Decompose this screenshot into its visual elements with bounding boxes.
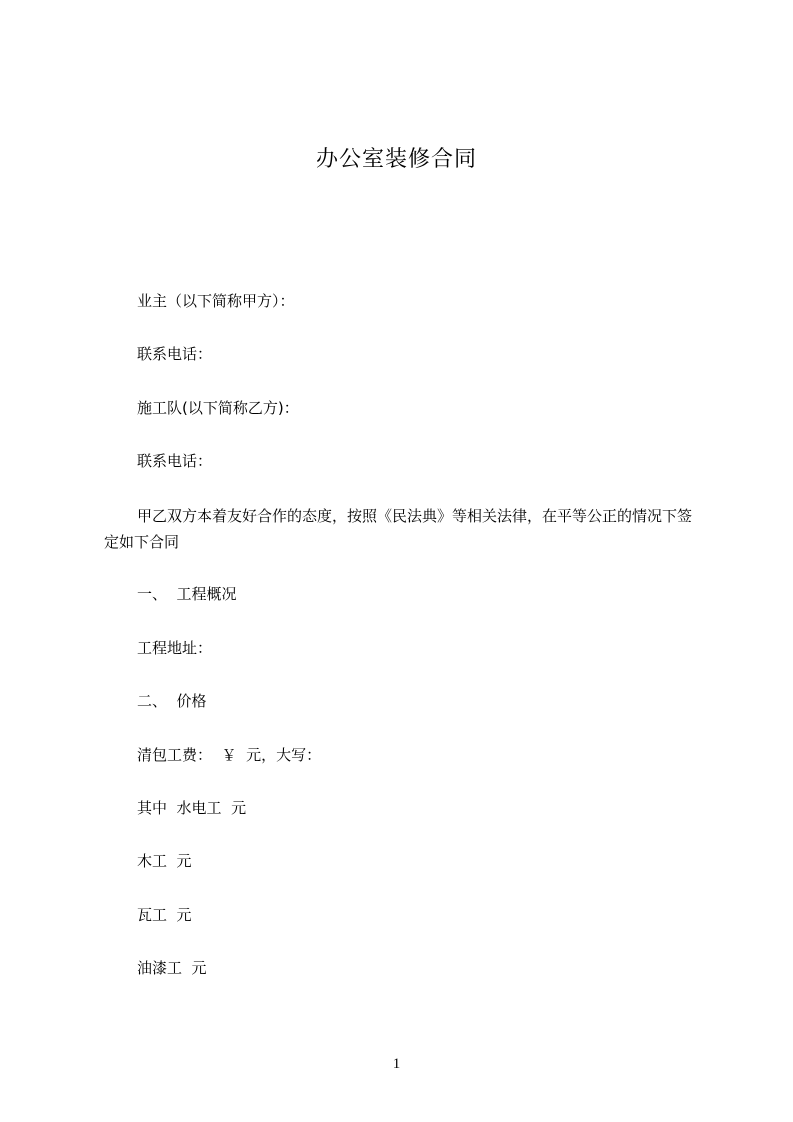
tiling-line: 瓦工 元 [137,906,192,924]
contractor-phone-line: 联系电话： [137,452,213,470]
project-address-line: 工程地址： [137,639,213,657]
intro-paragraph-text: 甲乙双方本着友好合作的态度，按照《民法典》等相关法律，在平等公正的情况下签定如下合同 [104,507,693,551]
document-title: 办公室装修合同 [315,147,477,172]
carpentry-line: 木工 元 [137,852,192,870]
owner-line: 业主（以下简称甲方）： [137,292,295,310]
page-number: 1 [392,1056,401,1072]
plumbing-electrical-line: 其中 水电工 元 [137,799,247,817]
painting-line: 油漆工 元 [137,959,207,977]
intro-paragraph [104,503,704,555]
labor-fee-line: 清包工费： ￥ 元，大写： [137,746,322,764]
section1-heading: 一、 工程概况 [137,585,237,603]
contractor-line: 施工队(以下简称乙方)： [137,399,299,417]
owner-phone-line: 联系电话： [137,345,213,363]
section2-heading: 二、 价格 [137,692,207,710]
